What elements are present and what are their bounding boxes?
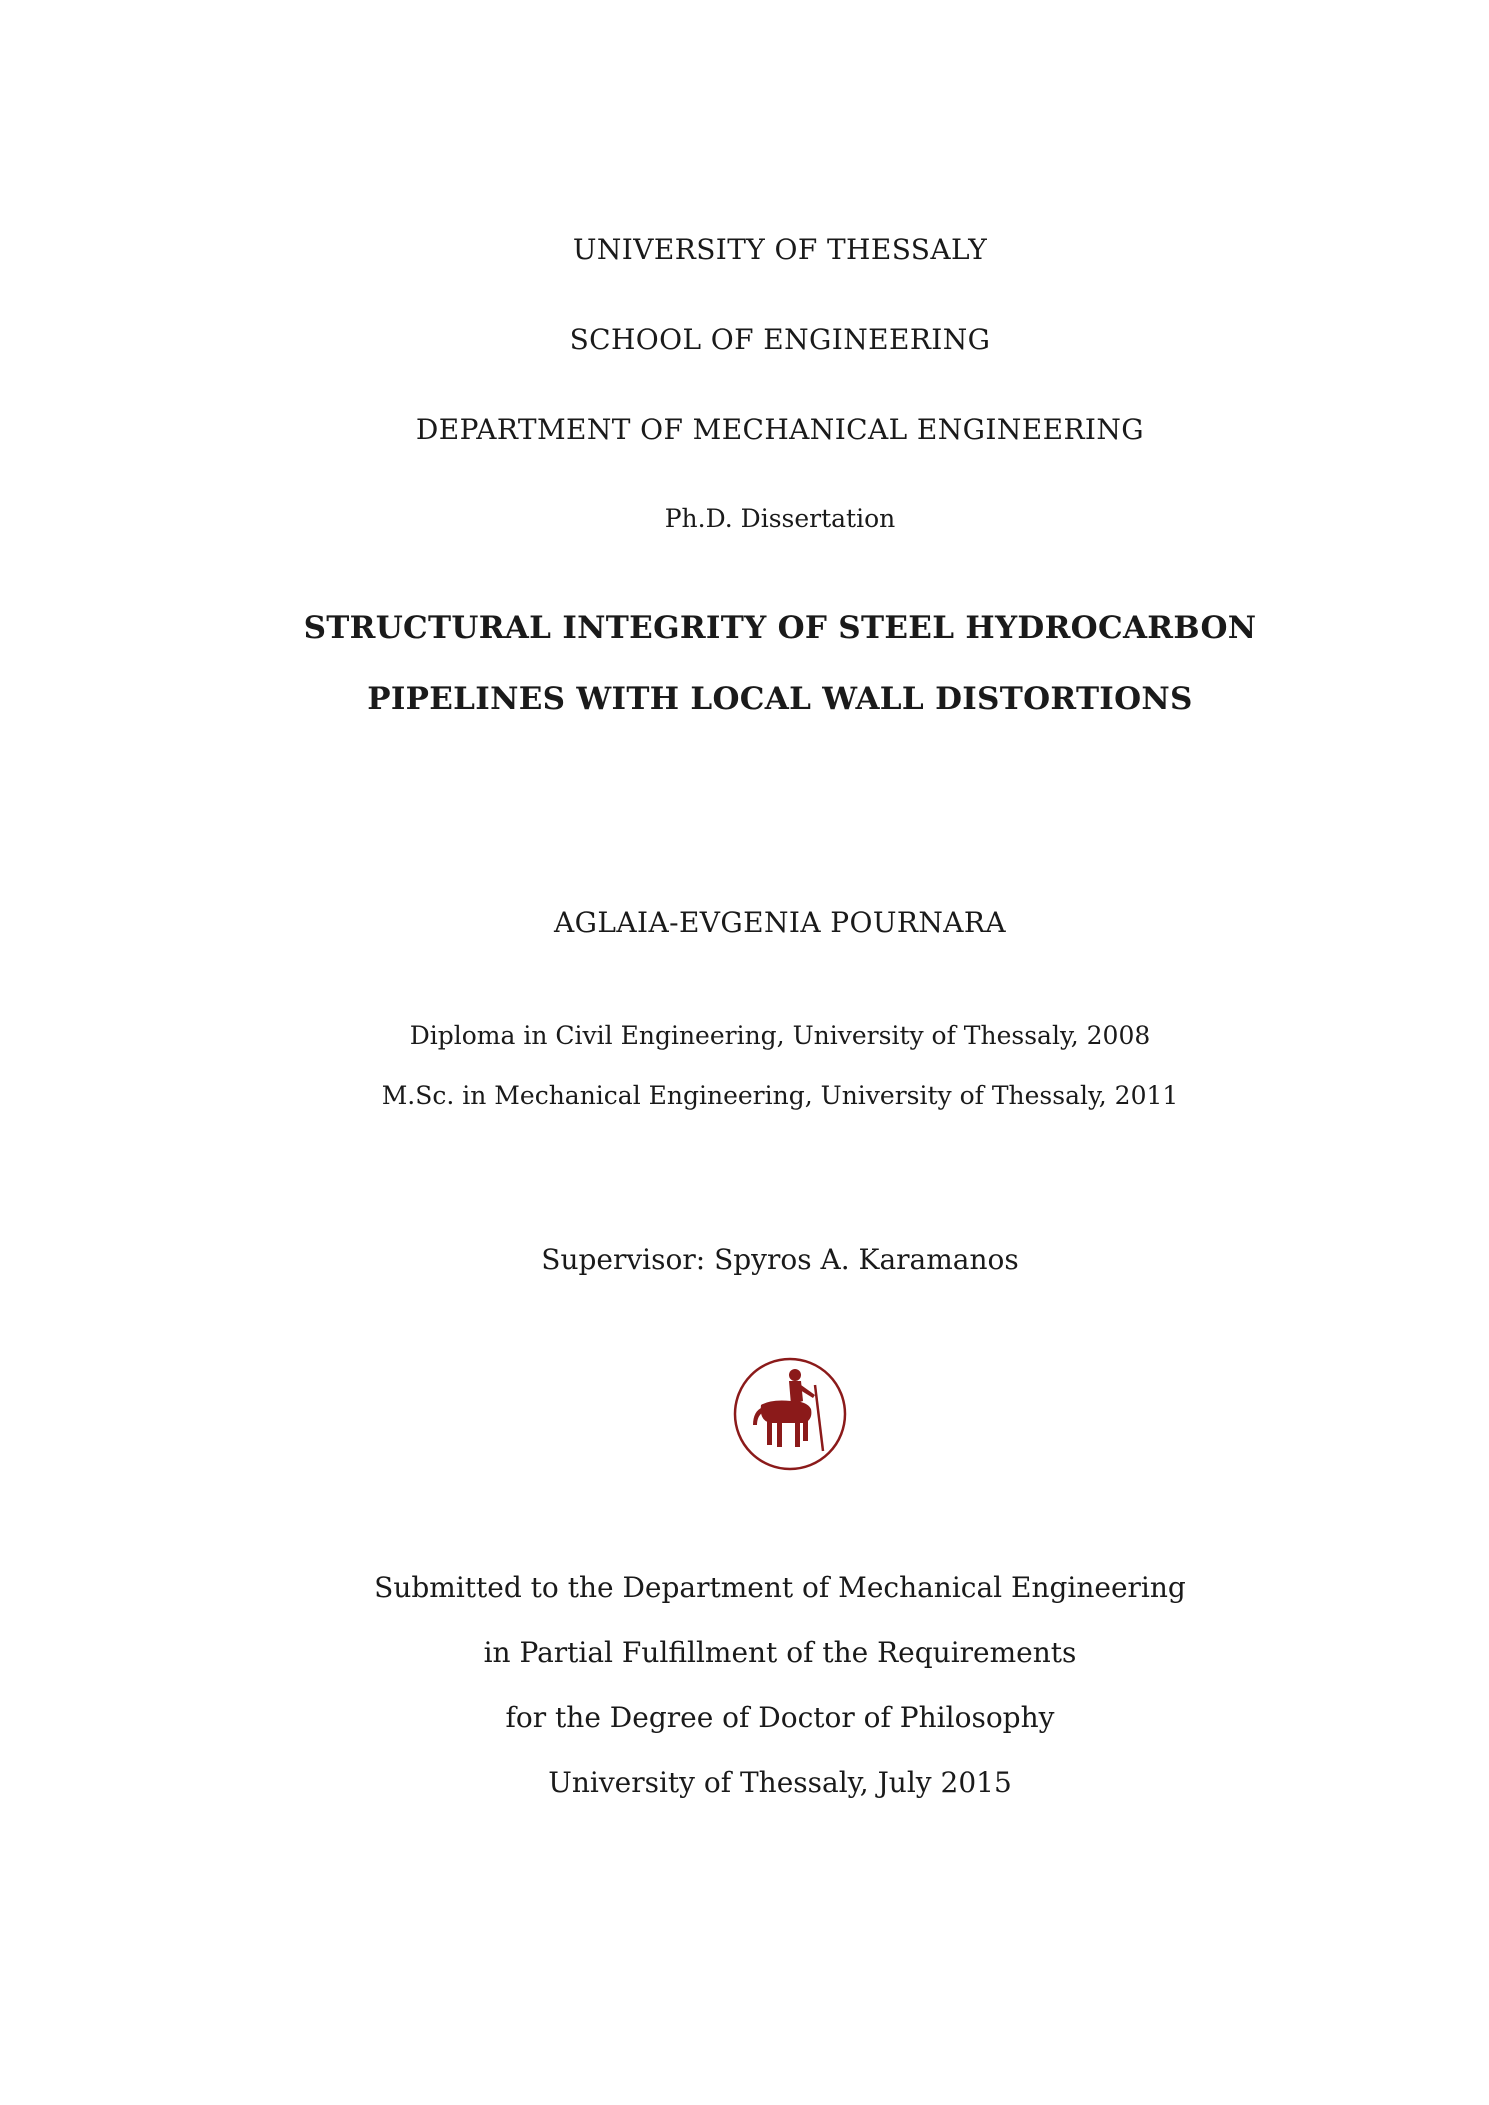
dissertation-title-line-2: PIPELINES WITH LOCAL WALL DISTORTIONS [367, 681, 1193, 717]
submission-line-4: University of Thessaly, July 2015 [548, 1766, 1012, 1799]
submission-line-1: Submitted to the Department of Mechanical Engineering [374, 1571, 1186, 1604]
submission-line-2: in Partial Fulfillment of the Requirements [483, 1636, 1077, 1669]
supervisor: Supervisor: Spyros A. Karamanos [541, 1243, 1019, 1276]
centaur-seal-icon [731, 1355, 849, 1473]
submission-line-3: for the Degree of Doctor of Philosophy [505, 1701, 1055, 1734]
dissertation-title-line-1: STRUCTURAL INTEGRITY OF STEEL HYDROCARBON [303, 610, 1257, 646]
school-name: SCHOOL OF ENGINEERING [569, 323, 991, 356]
document-type: Ph.D. Dissertation [664, 504, 896, 533]
author-name: AGLAIA-EVGENIA POURNARA [554, 906, 1006, 939]
department-name: DEPARTMENT OF MECHANICAL ENGINEERING [415, 413, 1145, 446]
author-degree-2: M.Sc. in Mechanical Engineering, University of Thessaly, 2011 [381, 1081, 1179, 1110]
author-degree-1: Diploma in Civil Engineering, University of Thessaly, 2008 [409, 1021, 1151, 1050]
university-name: UNIVERSITY OF THESSALY [572, 233, 988, 266]
